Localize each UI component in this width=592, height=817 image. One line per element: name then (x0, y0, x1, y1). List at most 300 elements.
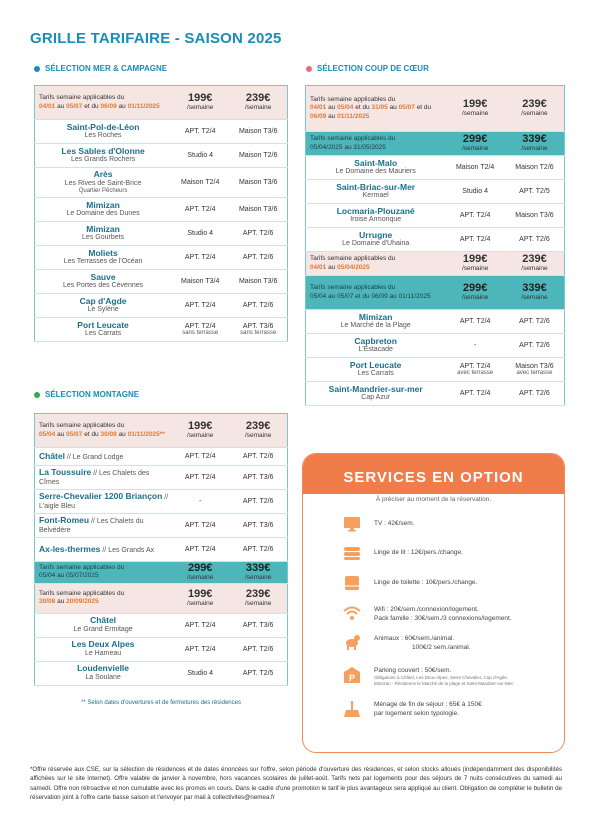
apartment-type-cell (171, 120, 229, 144)
price-unit: /semaine (187, 574, 214, 581)
residence-name: Loudenvielle (77, 663, 130, 674)
price-unit: /semaine (187, 104, 214, 112)
apartment-type: Maison T3/6 (238, 277, 278, 285)
residence-name-cell (306, 310, 446, 334)
rate-period (306, 252, 446, 276)
price-cell (445, 86, 505, 132)
service-item (374, 700, 482, 719)
price-value: 199€ (187, 92, 213, 105)
price-value: 339€ (522, 282, 547, 295)
apartment-type-cell (445, 180, 505, 204)
residence-name: Mimizan (86, 223, 120, 234)
price-unit: /semaine (521, 145, 548, 153)
period-text: 05/04 au 05/07/2025 (39, 572, 99, 580)
residence-sub: Les Roches (84, 132, 122, 140)
residence-name-cell (35, 466, 172, 490)
apartment-type-cell (505, 358, 565, 382)
apartment-type-cell (505, 334, 565, 358)
apartment-type-cell (229, 245, 287, 269)
apartment-type-cell (229, 613, 287, 637)
price-cell (229, 583, 287, 613)
price-unit: /semaine (461, 294, 489, 302)
residence-sub: Les Carrats (84, 330, 122, 338)
price-value: 199€ (187, 420, 213, 433)
apartment-type: Studio 4 (462, 188, 488, 195)
period-text: 05/04/2025 au 31/05/2025 (310, 143, 386, 151)
price-cell (229, 86, 287, 120)
apartment-type-cell (171, 613, 229, 637)
residence-name: Port Leucate (349, 359, 402, 370)
apartment-type: APT. T2/6 (519, 318, 550, 325)
price-cell (171, 414, 229, 448)
apartment-type-cell (171, 269, 229, 293)
apartment-type: APT. T2/6 (242, 645, 274, 653)
svg-text:P: P (349, 673, 356, 683)
wifi-icon (343, 605, 361, 623)
residence-name-cell (306, 156, 446, 180)
price-unit: /semaine (244, 574, 272, 581)
residence-name: Mimizan (86, 199, 120, 210)
residence-name: Locmaria-Plouzané (336, 205, 415, 216)
apartment-type: APT. T2/5 (519, 188, 550, 195)
period-text: 01/11/2025 (127, 102, 160, 110)
price-unit: /semaine (244, 104, 272, 112)
residence-sub: Iroise Armorique (350, 216, 402, 224)
residence-sub2: Quartier Pêcheurs (78, 188, 128, 195)
residence-row (35, 637, 288, 661)
price-value: 239€ (522, 98, 547, 111)
apartment-type: APT. T2/6 (242, 229, 274, 237)
apartment-type: Maison T3/6 (238, 178, 278, 186)
apartment-type: APT. T2/6 (519, 342, 550, 349)
residence-row (306, 358, 565, 382)
apartment-type-cell (171, 221, 229, 245)
apartment-note: avec terrasse (516, 370, 553, 376)
apartment-type: APT. T3/6 (242, 522, 274, 529)
apartment-type-cell (171, 490, 229, 514)
period-text: Tarifs semaine applicables du (39, 422, 125, 430)
apartment-type-cell (171, 293, 229, 317)
period-text: au (116, 430, 128, 438)
residence-name: La Toussuire (39, 467, 92, 478)
price-value: 299€ (462, 133, 488, 146)
residence-name-cell (35, 661, 172, 685)
services-panel (302, 453, 565, 753)
apartment-note: sans terrasse (182, 329, 219, 336)
residence-name-cell (35, 168, 172, 198)
period-text: 05/04/2025 (337, 263, 370, 271)
apartment-type: Studio 4 (187, 229, 214, 237)
residence-sub: La Soulane (85, 673, 121, 681)
residence-sub: Les Rives de Saint-Brice (64, 179, 142, 187)
price-cell (171, 562, 229, 584)
price-cell (171, 86, 229, 120)
residence-row (306, 382, 565, 406)
apartment-type-cell (505, 228, 565, 252)
period-text: au (387, 104, 399, 112)
apartment-type-cell (505, 156, 565, 180)
apartment-type-cell (171, 168, 229, 198)
price-table-mer (34, 85, 288, 342)
price-unit: /semaine (187, 432, 214, 440)
apartment-type-cell (171, 538, 229, 562)
price-cell (505, 86, 565, 132)
apartment-type-cell (171, 448, 229, 466)
apartment-type-cell (505, 204, 565, 228)
apartment-type: Maison T3/6 (515, 212, 554, 219)
residence-row (35, 538, 288, 562)
period-text: 01/11/2025** (127, 430, 165, 438)
residence-name-cell (35, 293, 172, 317)
apartment-type-cell (229, 448, 287, 466)
rate-period (306, 276, 446, 310)
service-line: Parking couvert : 50€/sem. (374, 667, 452, 674)
price-cell (445, 132, 505, 156)
residence-sub: Le Domaine d'Uhaina (342, 240, 410, 248)
tv-icon (343, 516, 361, 534)
apartment-type: APT. T2/6 (242, 546, 274, 553)
residence-name: Les Deux Alpes (71, 639, 135, 650)
residence-name-cell (306, 204, 446, 228)
period-text: 31/05 (371, 104, 388, 112)
residence-name: Saint-Mandrier-sur-mer (328, 383, 423, 394)
residence-row (35, 613, 288, 637)
residence-sub: Les Grands Rochers (70, 156, 136, 164)
service-line: 100€/2 sem./animal. (412, 644, 471, 652)
apartment-type: Maison T3/6 (238, 205, 278, 213)
residence-row (35, 120, 288, 144)
residence-name-cell (35, 448, 172, 466)
parking-icon (343, 666, 361, 684)
period-text: Tarifs semaine applicables du (310, 135, 396, 143)
apartment-type-cell (229, 197, 287, 221)
apartment-type-cell (171, 637, 229, 661)
period-text: 05/04 (39, 430, 56, 438)
page-title: GRILLE TARIFAIRE - SAISON 2025 (30, 30, 282, 47)
residence-row (35, 221, 288, 245)
service-item (374, 666, 514, 686)
rate-period (306, 86, 446, 132)
rate-period (35, 414, 172, 448)
period-text: 05/07 (66, 430, 83, 438)
apartment-note: avec terrasse (457, 370, 494, 376)
services-subtitle: À préciser au moment de la réservation. (375, 496, 492, 503)
footer-terms: *Offre réservée aux CSE, sur la sélection de résidences et de dates énoncées sur l'offre, selon période d'ouverture des résidences, et selon stocks alloués (indépendamment des disponibilités affichées sur le site internet). Offre valable de janvier à novembre, hors vacances scolaires de juillet-août. Tarifs nets par logements pour des séjours de 7 nuits consécutives du samedi au samedi. Offre non rétroactive et non cumulable avec les promos en cours. Dans le cadre d'une promotion le tarif le plus avantageux sera appliqué au client. Obligation de compléter le bulletin de réservation joint à l'offre carte basse saison et l'envoyer par mail à collectivites@nemea.fr (30, 766, 562, 801)
price-unit: /semaine (244, 432, 272, 440)
price-value: 239€ (245, 420, 271, 433)
towel-icon (343, 575, 361, 593)
apartment-type-cell (445, 334, 505, 358)
residence-name: Arès (93, 169, 113, 179)
residence-row (35, 245, 288, 269)
residence-sub: Le Domaine des Dunes (66, 210, 140, 218)
section-heading-montagne: SÉLECTION MONTAGNE (34, 390, 139, 399)
price-value: 199€ (187, 587, 213, 600)
apartment-type: APT. T2/4 (184, 621, 216, 629)
period-text: Tarifs semaine applicables du (310, 255, 396, 263)
apartment-type: Maison T2/6 (515, 164, 554, 171)
residence-name: Capbreton (354, 335, 397, 346)
residence-sub: Les Terrasses de l'Océan (63, 258, 143, 266)
residence-name-cell (35, 144, 172, 168)
residence-name-cell (306, 228, 446, 252)
service-small: Mimizan - Résidence le Marché de la plage et Saint-Mandrier-sur-Mer. (374, 680, 515, 686)
residence-row (35, 144, 288, 168)
apartment-type: - (199, 498, 202, 505)
period-text: 05/04 (337, 104, 354, 112)
apartment-type: APT. T3/6 (242, 474, 274, 481)
residence-name: Mimizan (358, 311, 393, 322)
period-text: Tarifs semaine applicables du (39, 94, 125, 102)
residence-name-cell (35, 317, 172, 341)
apartment-type-cell (171, 466, 229, 490)
residence-sub: Le Sylène (87, 306, 119, 314)
apartment-type: APT. T2/5 (242, 669, 274, 677)
price-value: 299€ (462, 282, 488, 295)
residence-sub: Cap Azur (361, 394, 391, 402)
apartment-type-cell (505, 310, 565, 334)
residence-name: Sauve (90, 271, 116, 282)
service-line: Pack famille : 30€/sem./3 connexions/logement. (374, 615, 512, 623)
apartment-type: APT. T2/4 (184, 645, 216, 653)
residence-name: Les Sables d'Olonne (61, 145, 145, 156)
rate-row (306, 252, 565, 276)
residence-name: Saint-Briac-sur-Mer (336, 181, 416, 192)
residence-name-cell (306, 180, 446, 204)
services-title: SERVICES EN OPTION (303, 454, 564, 494)
period-text: Tarifs semaine applicables du (310, 284, 396, 292)
apartment-type: Maison T3/6 (515, 363, 554, 370)
apartment-type-cell (229, 168, 287, 198)
period-text: et du (82, 102, 101, 110)
apartment-type-cell (229, 269, 287, 293)
price-cell (505, 276, 565, 310)
price-unit: /semaine (244, 599, 272, 607)
service-item (374, 578, 477, 587)
residence-name: Châtel (90, 615, 117, 626)
service-item (374, 519, 414, 528)
residence-name-cell (35, 245, 172, 269)
apartment-type: APT. T2/4 (459, 363, 491, 370)
residence-row (35, 168, 288, 198)
price-table-montagne (34, 413, 288, 686)
price-unit: /semaine (521, 265, 548, 273)
rate-row (35, 583, 288, 613)
period-text: et du (353, 104, 372, 112)
period-text: Tarifs semaine applicables du (310, 96, 396, 104)
apartment-type-cell (505, 180, 565, 204)
service-line: par logement selon typologie. (374, 710, 459, 718)
residence-sub: L'Estacade (358, 346, 393, 354)
service-line: Linge de toilette : 10€/pers./change. (374, 579, 478, 586)
residence-sub: Les Gourbets (82, 234, 125, 242)
residence-name-cell (35, 269, 172, 293)
period-text: 30/08 (39, 598, 56, 605)
rate-row (35, 414, 288, 448)
price-value: 239€ (245, 92, 271, 105)
price-value: 199€ (462, 98, 488, 111)
apartment-type: APT. T2/4 (184, 546, 216, 553)
rate-row (306, 132, 565, 156)
apartment-type-cell (445, 310, 505, 334)
apartment-type-cell (229, 637, 287, 661)
period-text: au (326, 263, 338, 271)
residence-row (35, 661, 288, 685)
rate-period (306, 132, 446, 156)
dog-icon (343, 634, 361, 652)
section-heading-coeur: SÉLECTION COUP DE CŒUR (306, 64, 429, 73)
residence-name-cell (35, 613, 172, 637)
price-cell (505, 252, 565, 276)
apartment-type: APT. T3/6 (242, 322, 274, 330)
service-small: Obligatoire à Châtel, Les Deux Alpes, Serre Chevalier, Cap d'Agde, (374, 675, 509, 681)
period-text: 04/01 (39, 102, 56, 110)
residence-row (306, 156, 565, 180)
price-unit: /semaine (521, 110, 548, 118)
apartment-note: sans terrasse (240, 329, 277, 336)
apartment-type: Studio 4 (187, 152, 214, 159)
rate-row (35, 86, 288, 120)
rate-period (35, 86, 172, 120)
period-text: 06/09 (100, 102, 117, 110)
apartment-type: APT. T2/6 (242, 498, 274, 505)
period-text: 04/01 (310, 263, 327, 271)
residence-name: Serre-Chevalier 1200 Briançon (39, 491, 163, 502)
apartment-type: APT. T2/4 (459, 236, 491, 243)
apartment-type-cell (171, 245, 229, 269)
apartment-type: Maison T3/4 (181, 277, 220, 285)
bullet-icon (34, 66, 40, 72)
period-text: au (326, 112, 338, 120)
apartment-type: APT. T2/4 (184, 301, 216, 309)
residence-row (35, 197, 288, 221)
apartment-type: APT. T2/4 (459, 390, 491, 397)
residence-row (306, 180, 565, 204)
rate-row (306, 276, 565, 310)
residence-sub: Le Hameau (84, 649, 122, 657)
apartment-type-cell (171, 317, 229, 341)
price-cell (505, 132, 565, 156)
period-text: 05/07 (66, 102, 83, 110)
apartment-type: Maison T2/4 (455, 164, 495, 171)
section-heading-mer: SÉLECTION MER & CAMPAGNE (34, 64, 167, 73)
cleaning-icon (343, 700, 361, 718)
period-text: au (55, 598, 67, 605)
residence-row (35, 490, 288, 514)
apartment-type: APT. T2/4 (184, 128, 216, 135)
residence-row (35, 514, 288, 538)
apartment-type-cell (229, 514, 287, 538)
residence-name: Moliets (88, 247, 118, 258)
price-value: 199€ (462, 253, 488, 266)
price-unit: /semaine (461, 110, 489, 118)
period-text: au 01/11/2025 (389, 292, 431, 300)
price-unit: /semaine (461, 145, 489, 153)
apartment-type: Maison T3/6 (238, 128, 278, 135)
period-text: 05/07 (398, 104, 415, 112)
apartment-type-cell (171, 514, 229, 538)
apartment-type-cell (229, 538, 287, 562)
apartment-type: APT. T2/4 (184, 522, 216, 529)
residence-sub: Les Portes des Cévennes (62, 282, 144, 290)
residence-name-cell (35, 221, 172, 245)
residence-name-cell (306, 358, 446, 382)
apartment-type: Studio 4 (187, 669, 214, 677)
residence-row (35, 269, 288, 293)
price-value: 299€ (187, 562, 213, 574)
price-table-coeur (305, 85, 565, 406)
residence-sub: Le Grand Ermitage (73, 625, 133, 633)
apartment-type: APT. T2/6 (519, 236, 550, 243)
apartment-type-cell (229, 317, 287, 341)
residence-row (35, 448, 288, 466)
period-text: 04/01 (310, 104, 327, 112)
residence-row (306, 228, 565, 252)
period-text: 01/11/2025 (337, 112, 370, 120)
rate-row (306, 86, 565, 132)
apartment-type-cell (229, 661, 287, 685)
period-text: et du (82, 430, 101, 438)
price-value: 339€ (245, 562, 271, 574)
apartment-type: APT. T2/4 (459, 212, 491, 219)
residence-sub: // Les Chalets du Belvédère (39, 518, 144, 534)
price-cell (229, 562, 287, 584)
service-line: Ménage de fin de séjour : 65€ à 150€ (374, 701, 482, 708)
period-text: au (55, 430, 67, 438)
service-item (374, 605, 512, 624)
bed-linen-icon (343, 545, 361, 563)
residence-name: Urrugne (359, 229, 393, 240)
residence-row (35, 466, 288, 490)
service-line: TV : 42€/sem. (374, 520, 415, 527)
apartment-type-cell (445, 358, 505, 382)
residence-name: Font-Romeu (39, 515, 90, 526)
period-text: 05/04 au 05/07 et du 06/09 (310, 292, 388, 300)
price-unit: /semaine (187, 599, 214, 607)
residence-name: Port Leucate (77, 319, 129, 330)
price-unit: /semaine (461, 265, 489, 273)
period-text: au (326, 104, 338, 112)
apartment-type: APT. T2/6 (519, 390, 550, 397)
residence-name-cell (35, 197, 172, 221)
price-cell (445, 252, 505, 276)
apartment-type-cell (505, 382, 565, 406)
price-value: 239€ (245, 587, 271, 600)
residence-name-cell (306, 382, 446, 406)
price-value: 239€ (522, 253, 547, 266)
price-cell (229, 414, 287, 448)
residence-sub: Les Carrats (357, 370, 394, 378)
residence-name-cell (35, 490, 172, 514)
residence-name-cell (306, 334, 446, 358)
residence-name-cell (35, 120, 172, 144)
rate-row (35, 562, 288, 584)
residence-sub: // Le Grand Lodge (64, 453, 124, 461)
residence-row (35, 317, 288, 341)
apartment-type-cell (171, 197, 229, 221)
period-text: Tarifs semaine applicables du (39, 564, 125, 572)
rate-period (35, 562, 172, 584)
bullet-icon (306, 66, 312, 72)
apartment-type-cell (171, 144, 229, 168)
residence-name: Saint-Malo (354, 157, 398, 168)
apartment-type-cell (445, 228, 505, 252)
residence-name-cell (35, 637, 172, 661)
price-unit: /semaine (521, 294, 548, 302)
price-cell (445, 276, 505, 310)
apartment-type-cell (229, 293, 287, 317)
apartment-type: APT. T2/6 (242, 253, 274, 261)
